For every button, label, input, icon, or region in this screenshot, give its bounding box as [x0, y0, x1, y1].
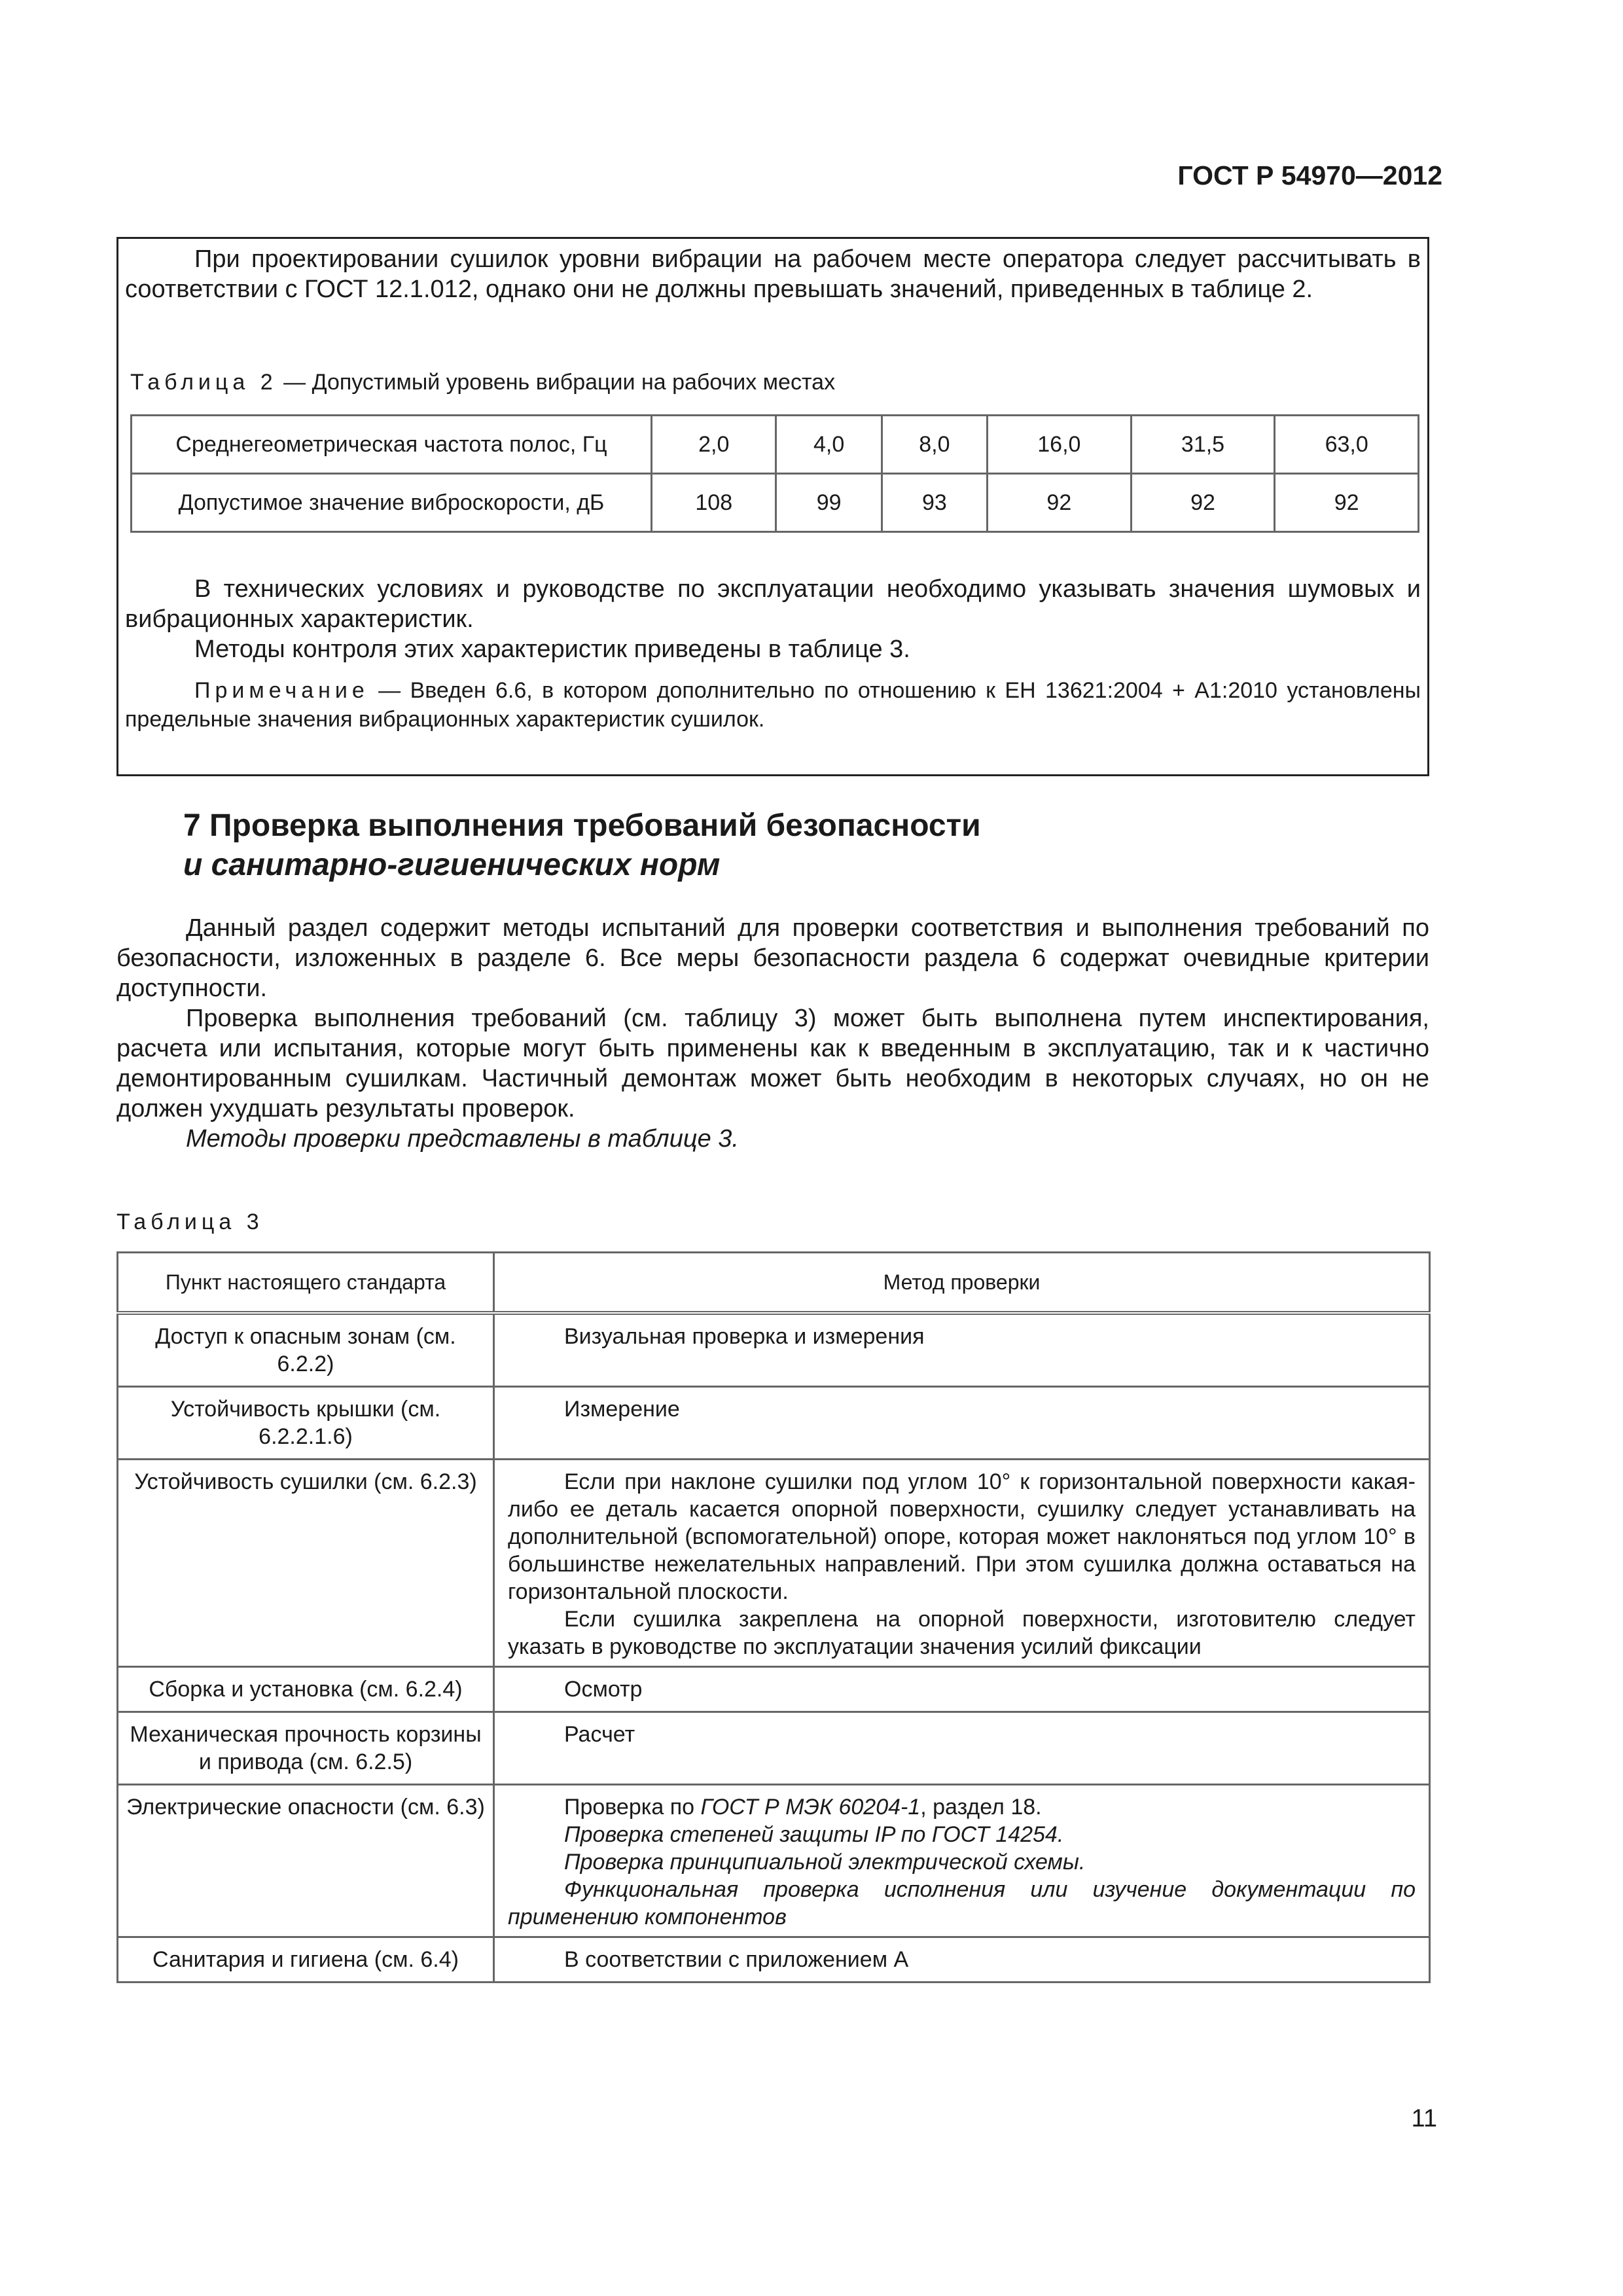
method-line [508, 1793, 1416, 1821]
method-text: Осмотр [564, 1677, 643, 1702]
method-cell [494, 1313, 1430, 1387]
table-row [118, 1937, 1430, 1982]
method-line-part: , раздел 18. [920, 1795, 1042, 1820]
table2-caption-prefix: Таблица 2 [130, 370, 277, 395]
section-paragraph-3: Методы проверки представлены в таблице 3. [186, 1125, 739, 1153]
velocity-cell: 92 [988, 474, 1132, 532]
table2-caption [130, 370, 835, 395]
table-row [118, 1785, 1430, 1937]
frequency-cell: 31,5 [1131, 416, 1275, 474]
note-text: — Введен 6.6, в котором дополнительно по отношению к ЕН 13621:2004 + А1:2010 установлены предельные значения вибрационных характеристик сушилок. [125, 678, 1421, 732]
page-number: 11 [1411, 2105, 1437, 2132]
item-cell: Доступ к опасным зонам (см. 6.2.2) [118, 1313, 494, 1387]
table-row [118, 1313, 1430, 1387]
verification-table [116, 1251, 1431, 1983]
method-cell [494, 1937, 1430, 1982]
intro-paragraph: При проектировании сушилок уровни вибрации на рабочем месте оператора следует рассчитывать в соответствии с ГОСТ 12.1.012, однако они не должны превышать значений, приведенных в таблице 2. [125, 245, 1421, 303]
method-cell [494, 1460, 1430, 1667]
method-text: Визуальная проверка и измерения [564, 1324, 925, 1349]
tech-paragraph: В технических условиях и руководстве по эксплуатации необходимо указывать значения шумовых и вибрационных характеристик. [125, 575, 1421, 633]
item-cell: Электрические опасности (см. 6.3) [118, 1785, 494, 1937]
document-id: ГОСТ Р 54970—2012 [1177, 160, 1442, 190]
frequency-cell: 2,0 [652, 416, 776, 474]
item-cell: Механическая прочность корзины и привода (см. 6.2.5) [118, 1712, 494, 1785]
table-row [118, 1387, 1430, 1460]
method-line: Проверка степеней защиты IP по ГОСТ 14254. [564, 1822, 1064, 1847]
velocity-cell: 93 [882, 474, 987, 532]
frequency-cell: 8,0 [882, 416, 987, 474]
section-paragraph-1: Данный раздел содержит методы испытаний для проверки соответствия и выполнения требований по безопасности, изложенных в разделе 6. Все меры безопасности раздела 6 содержат очевидные критерии доступности. [116, 914, 1429, 1002]
section-title-line2: и санитарно-гигиенических норм [183, 848, 721, 882]
methods-paragraph: Методы контроля этих характеристик приведены в таблице 3. [194, 636, 910, 663]
amendment-box [116, 237, 1429, 776]
method-line: Проверка принципиальной электрической схемы. [564, 1850, 1086, 1874]
table-row [118, 1460, 1430, 1667]
table3-caption: Таблица 3 [116, 1210, 264, 1234]
velocity-cell: 99 [776, 474, 882, 532]
vibration-table [130, 414, 1419, 533]
note-paragraph [125, 676, 1421, 734]
item-cell: Сборка и установка (см. 6.2.4) [118, 1667, 494, 1712]
note-prefix: Примечание [194, 678, 369, 703]
velocity-label: Допустимое значение виброскорости, дБ [132, 474, 652, 532]
method-line-part: Проверка по [564, 1795, 701, 1820]
method-cell [494, 1667, 1430, 1712]
frequency-cell: 16,0 [988, 416, 1132, 474]
method-text: Расчет [564, 1722, 635, 1747]
frequency-row [132, 416, 1419, 474]
table-row [118, 1667, 1430, 1712]
item-cell: Устойчивость сушилки (см. 6.2.3) [118, 1460, 494, 1667]
frequency-cell: 63,0 [1275, 416, 1419, 474]
method-text: Если сушилка закреплена на опорной поверхности, изготовителю следует указать в руководстве по эксплуатации значения усилий фиксации [508, 1607, 1416, 1659]
method-text: Измерение [564, 1397, 680, 1422]
item-cell: Устойчивость крышки (см. 6.2.2.1.6) [118, 1387, 494, 1460]
table-header-row [118, 1253, 1430, 1314]
section-title [183, 806, 981, 885]
section-body [116, 913, 1429, 1154]
method-text: В соответствии с приложением А [564, 1947, 909, 1972]
velocity-cell: 92 [1131, 474, 1275, 532]
velocity-cell: 108 [652, 474, 776, 532]
method-cell [494, 1387, 1430, 1460]
frequency-label: Среднегеометрическая частота полос, Гц [132, 416, 652, 474]
section-paragraph-2: Проверка выполнения требований (см. таблицу 3) может быть выполнена путем инспектирования, расчета или испытания, которые могут быть применены как к введенным в эксплуатацию, так и к частично демонтированным сушилкам. Частичный демонтаж может быть необходим в некоторых случаях, но он не должен ухудшать результаты проверок. [116, 1005, 1429, 1122]
velocity-row [132, 474, 1419, 532]
section-title-line1: 7 Проверка выполнения требований безопасности [183, 808, 981, 843]
method-text: Если при наклоне сушилки под углом 10° к горизонтальной поверхности какая-либо ее деталь касается опорной поверхности, сушилку следует устанавливать на дополнительной (вспомогательной) опоре, которая может наклоняться под углом 10° в большинстве нежелательных направлений. При этом сушилка должна оставаться на горизонтальной плоскости. [508, 1469, 1416, 1604]
col2-header: Метод проверки [494, 1253, 1430, 1314]
item-cell: Санитария и гигиена (см. 6.4) [118, 1937, 494, 1982]
method-line: Функциональная проверка исполнения или изучение документации по применению компонентов [508, 1877, 1416, 1929]
tech-block [125, 574, 1421, 664]
method-line-part: ГОСТ Р МЭК 60204-1 [700, 1795, 921, 1820]
method-cell [494, 1712, 1430, 1785]
velocity-cell: 92 [1275, 474, 1419, 532]
table2-caption-text: — Допустимый уровень вибрации на рабочих местах [277, 370, 836, 395]
method-cell [494, 1785, 1430, 1937]
frequency-cell: 4,0 [776, 416, 882, 474]
col1-header: Пункт настоящего стандарта [118, 1253, 494, 1314]
table-row [118, 1712, 1430, 1785]
